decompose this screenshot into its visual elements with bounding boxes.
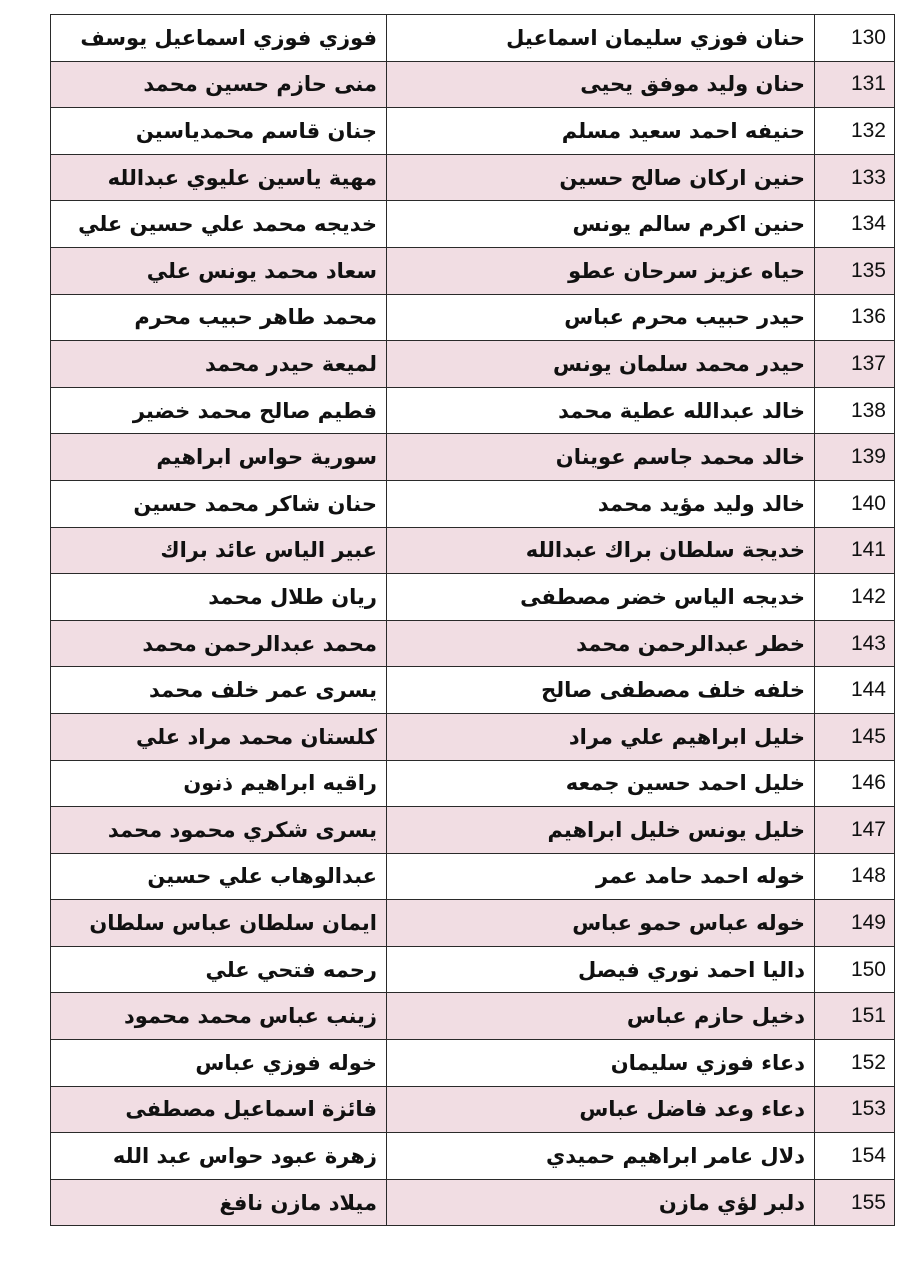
row-number: 145 <box>815 713 895 760</box>
table-row <box>51 15 895 62</box>
name-cell-second: محمد طاهر حبيب محرم <box>51 294 387 341</box>
name-cell-first: داليا احمد نوري فيصل <box>387 946 815 993</box>
row-number: 136 <box>815 294 895 341</box>
table-row <box>51 201 895 248</box>
row-number: 147 <box>815 807 895 854</box>
name-cell-second: جنان قاسم محمدياسين <box>51 108 387 155</box>
table-row <box>51 993 895 1040</box>
table-row <box>51 807 895 854</box>
row-number: 143 <box>815 620 895 667</box>
name-cell-first: خليل يونس خليل ابراهيم <box>387 807 815 854</box>
name-cell-second: ريان طلال محمد <box>51 574 387 621</box>
name-cell-second: منى حازم حسين محمد <box>51 61 387 108</box>
table-row <box>51 1086 895 1133</box>
name-cell-second: عبدالوهاب علي حسين <box>51 853 387 900</box>
name-cell-first: دلبر لؤي مازن <box>387 1179 815 1226</box>
name-cell-first: خديجه الياس خضر مصطفى <box>387 574 815 621</box>
names-table <box>50 14 895 1226</box>
name-cell-second: فائزة اسماعيل مصطفى <box>51 1086 387 1133</box>
row-number: 133 <box>815 154 895 201</box>
name-cell-second: زهرة عبود حواس عبد الله <box>51 1133 387 1180</box>
table-row <box>51 713 895 760</box>
table-row <box>51 900 895 947</box>
name-cell-first: خطر عبدالرحمن محمد <box>387 620 815 667</box>
row-number: 139 <box>815 434 895 481</box>
table-row <box>51 1040 895 1087</box>
row-number: 149 <box>815 900 895 947</box>
name-cell-first: دلال عامر ابراهيم حميدي <box>387 1133 815 1180</box>
row-number: 141 <box>815 527 895 574</box>
name-cell-second: سعاد محمد يونس علي <box>51 247 387 294</box>
row-number: 153 <box>815 1086 895 1133</box>
row-number: 130 <box>815 15 895 62</box>
name-cell-second: ايمان سلطان عباس سلطان <box>51 900 387 947</box>
name-cell-second: حنان شاكر محمد حسين <box>51 480 387 527</box>
name-cell-second: مهية ياسين عليوي عبدالله <box>51 154 387 201</box>
table-row <box>51 480 895 527</box>
table-row <box>51 1179 895 1226</box>
table-row <box>51 387 895 434</box>
name-cell-first: خوله عباس حمو عباس <box>387 900 815 947</box>
table-row <box>51 247 895 294</box>
name-cell-second: فوزي فوزي اسماعيل يوسف <box>51 15 387 62</box>
name-cell-first: خليل احمد حسين جمعه <box>387 760 815 807</box>
row-number: 144 <box>815 667 895 714</box>
row-number: 132 <box>815 108 895 155</box>
name-cell-first: خلفه خلف مصطفى صالح <box>387 667 815 714</box>
name-cell-first: حنان فوزي سليمان اسماعيل <box>387 15 815 62</box>
name-cell-second: محمد عبدالرحمن محمد <box>51 620 387 667</box>
table-row <box>51 760 895 807</box>
table-row <box>51 946 895 993</box>
name-cell-second: راقيه ابراهيم ذنون <box>51 760 387 807</box>
table-row <box>51 154 895 201</box>
name-cell-second: كلستان محمد مراد علي <box>51 713 387 760</box>
row-number: 142 <box>815 574 895 621</box>
row-number: 152 <box>815 1040 895 1087</box>
row-number: 154 <box>815 1133 895 1180</box>
name-cell-first: دخيل حازم عباس <box>387 993 815 1040</box>
name-cell-second: لميعة حيدر محمد <box>51 341 387 388</box>
row-number: 137 <box>815 341 895 388</box>
name-cell-first: حيدر محمد سلمان يونس <box>387 341 815 388</box>
name-cell-first: خالد محمد جاسم عوينان <box>387 434 815 481</box>
name-cell-second: عبير الياس عائد براك <box>51 527 387 574</box>
table-row <box>51 108 895 155</box>
name-cell-first: خالد عبدالله عطية محمد <box>387 387 815 434</box>
name-cell-first: خوله احمد حامد عمر <box>387 853 815 900</box>
table-row <box>51 667 895 714</box>
row-number: 151 <box>815 993 895 1040</box>
name-cell-first: خديجة سلطان براك عبدالله <box>387 527 815 574</box>
name-cell-second: سورية حواس ابراهيم <box>51 434 387 481</box>
table-row <box>51 341 895 388</box>
name-cell-first: حنيفه احمد سعيد مسلم <box>387 108 815 155</box>
row-number: 134 <box>815 201 895 248</box>
name-cell-first: دعاء فوزي سليمان <box>387 1040 815 1087</box>
table-row <box>51 61 895 108</box>
row-number: 146 <box>815 760 895 807</box>
name-cell-first: حنان وليد موفق يحيى <box>387 61 815 108</box>
row-number: 138 <box>815 387 895 434</box>
name-cell-second: ميلاد مازن نافغ <box>51 1179 387 1226</box>
table-row <box>51 527 895 574</box>
table-row <box>51 574 895 621</box>
table-row <box>51 853 895 900</box>
row-number: 140 <box>815 480 895 527</box>
name-cell-second: زينب عباس محمد محمود <box>51 993 387 1040</box>
table-row <box>51 434 895 481</box>
name-cell-first: خليل ابراهيم علي مراد <box>387 713 815 760</box>
name-cell-first: حياه عزيز سرحان عطو <box>387 247 815 294</box>
name-cell-first: حيدر حبيب محرم عباس <box>387 294 815 341</box>
name-cell-first: حنين اركان صالح حسين <box>387 154 815 201</box>
name-cell-first: حنين اكرم سالم يونس <box>387 201 815 248</box>
row-number: 155 <box>815 1179 895 1226</box>
row-number: 148 <box>815 853 895 900</box>
row-number: 135 <box>815 247 895 294</box>
names-table-body <box>51 15 895 1226</box>
name-cell-second: خديجه محمد علي حسين علي <box>51 201 387 248</box>
table-row <box>51 1133 895 1180</box>
name-cell-second: يسرى عمر خلف محمد <box>51 667 387 714</box>
row-number: 150 <box>815 946 895 993</box>
name-cell-second: يسرى شكري محمود محمد <box>51 807 387 854</box>
name-cell-first: دعاء وعد فاضل عباس <box>387 1086 815 1133</box>
row-number: 131 <box>815 61 895 108</box>
name-cell-second: رحمه فتحي علي <box>51 946 387 993</box>
name-cell-first: خالد وليد مؤيد محمد <box>387 480 815 527</box>
table-row <box>51 294 895 341</box>
table-row <box>51 620 895 667</box>
name-cell-second: فطيم صالح محمد خضير <box>51 387 387 434</box>
name-cell-second: خوله فوزي عباس <box>51 1040 387 1087</box>
